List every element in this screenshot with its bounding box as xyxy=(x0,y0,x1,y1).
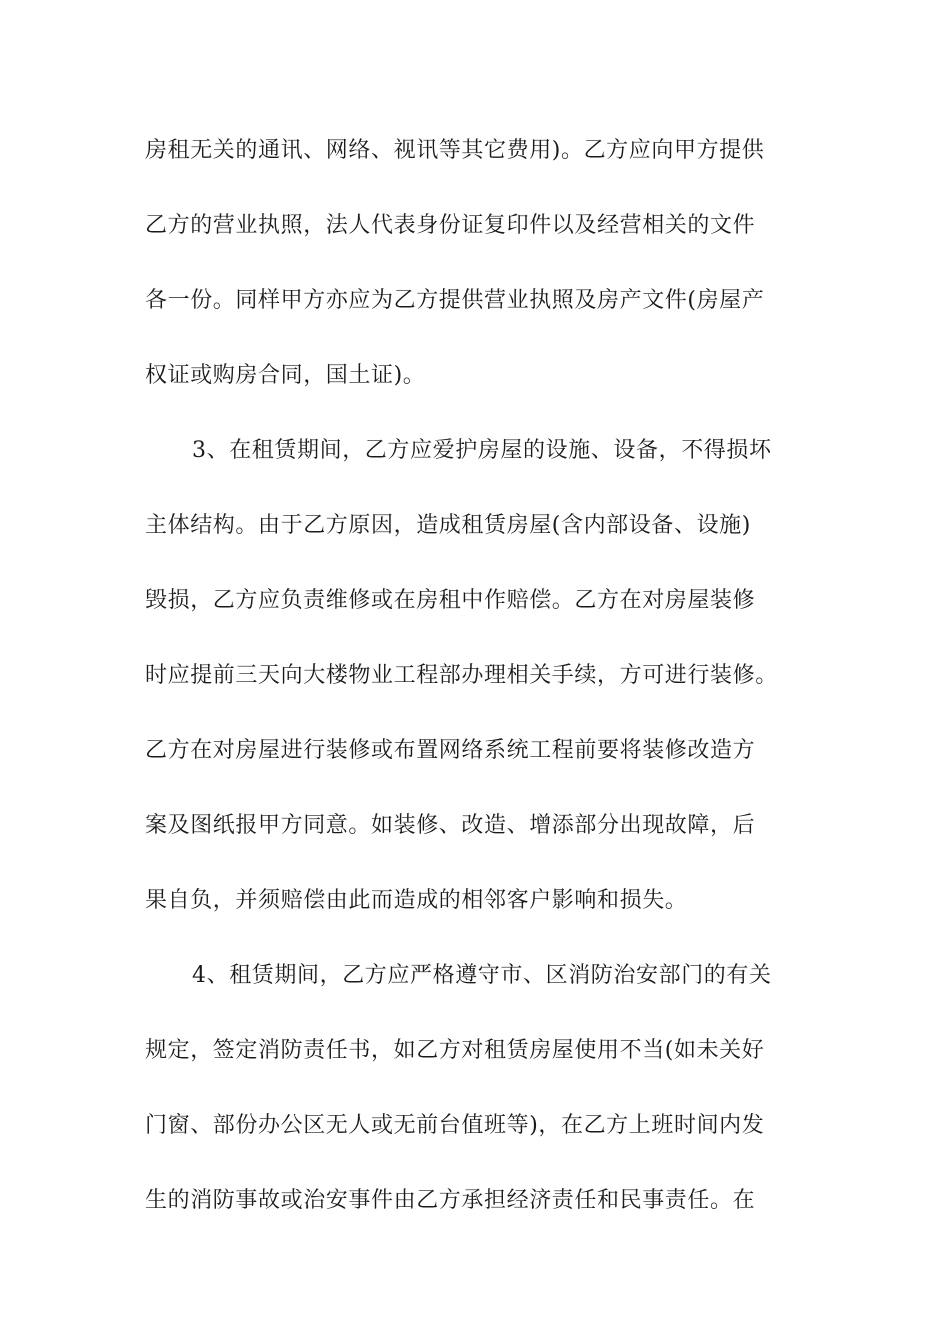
text-line: 毁损，乙方应负责维修或在房租中作赔偿。乙方在对房屋装修 xyxy=(145,588,756,613)
text-line: 乙方在对房屋进行装修或布置网络系统工程前要将装修改造方 xyxy=(145,738,756,763)
text-line: 规定，签定消防责任书，如乙方对租赁房屋使用不当(如未关好 xyxy=(145,1038,765,1063)
text-line: 案及图纸报甲方同意。如装修、改造、增添部分出现故障，后 xyxy=(145,813,756,838)
text-line: 乙方的营业执照，法人代表身份证复印件以及经营相关的文件 xyxy=(145,213,756,238)
text-line: 门窗、部份办公区无人或无前台值班等)，在乙方上班时间内发 xyxy=(145,1113,765,1138)
paragraph-start-line: 3、在租赁期间，乙方应爱护房屋的设施、设备，不得损坏 xyxy=(192,438,772,463)
text-line: 生的消防事故或治安事件由乙方承担经济责任和民事责任。在 xyxy=(145,1188,756,1213)
text-line: 时应提前三天向大楼物业工程部办理相关手续，方可进行装修。 xyxy=(145,663,778,688)
text-line: 各一份。同样甲方亦应为乙方提供营业执照及房产文件(房屋产 xyxy=(145,288,765,313)
text-line: 房租无关的通讯、网络、视讯等其它费用)。乙方应向甲方提供 xyxy=(145,138,765,163)
text-line: 主体结构。由于乙方原因，造成租赁房屋(含内部设备、设施) xyxy=(145,513,751,538)
paragraph-start-line: 4、租赁期间，乙方应严格遵守市、区消防治安部门的有关 xyxy=(192,963,772,988)
text-line: 果自负，并须赔偿由此而造成的相邻客户影响和损失。 xyxy=(145,888,688,913)
text-line: 权证或购房合同，国土证)。 xyxy=(145,363,426,388)
